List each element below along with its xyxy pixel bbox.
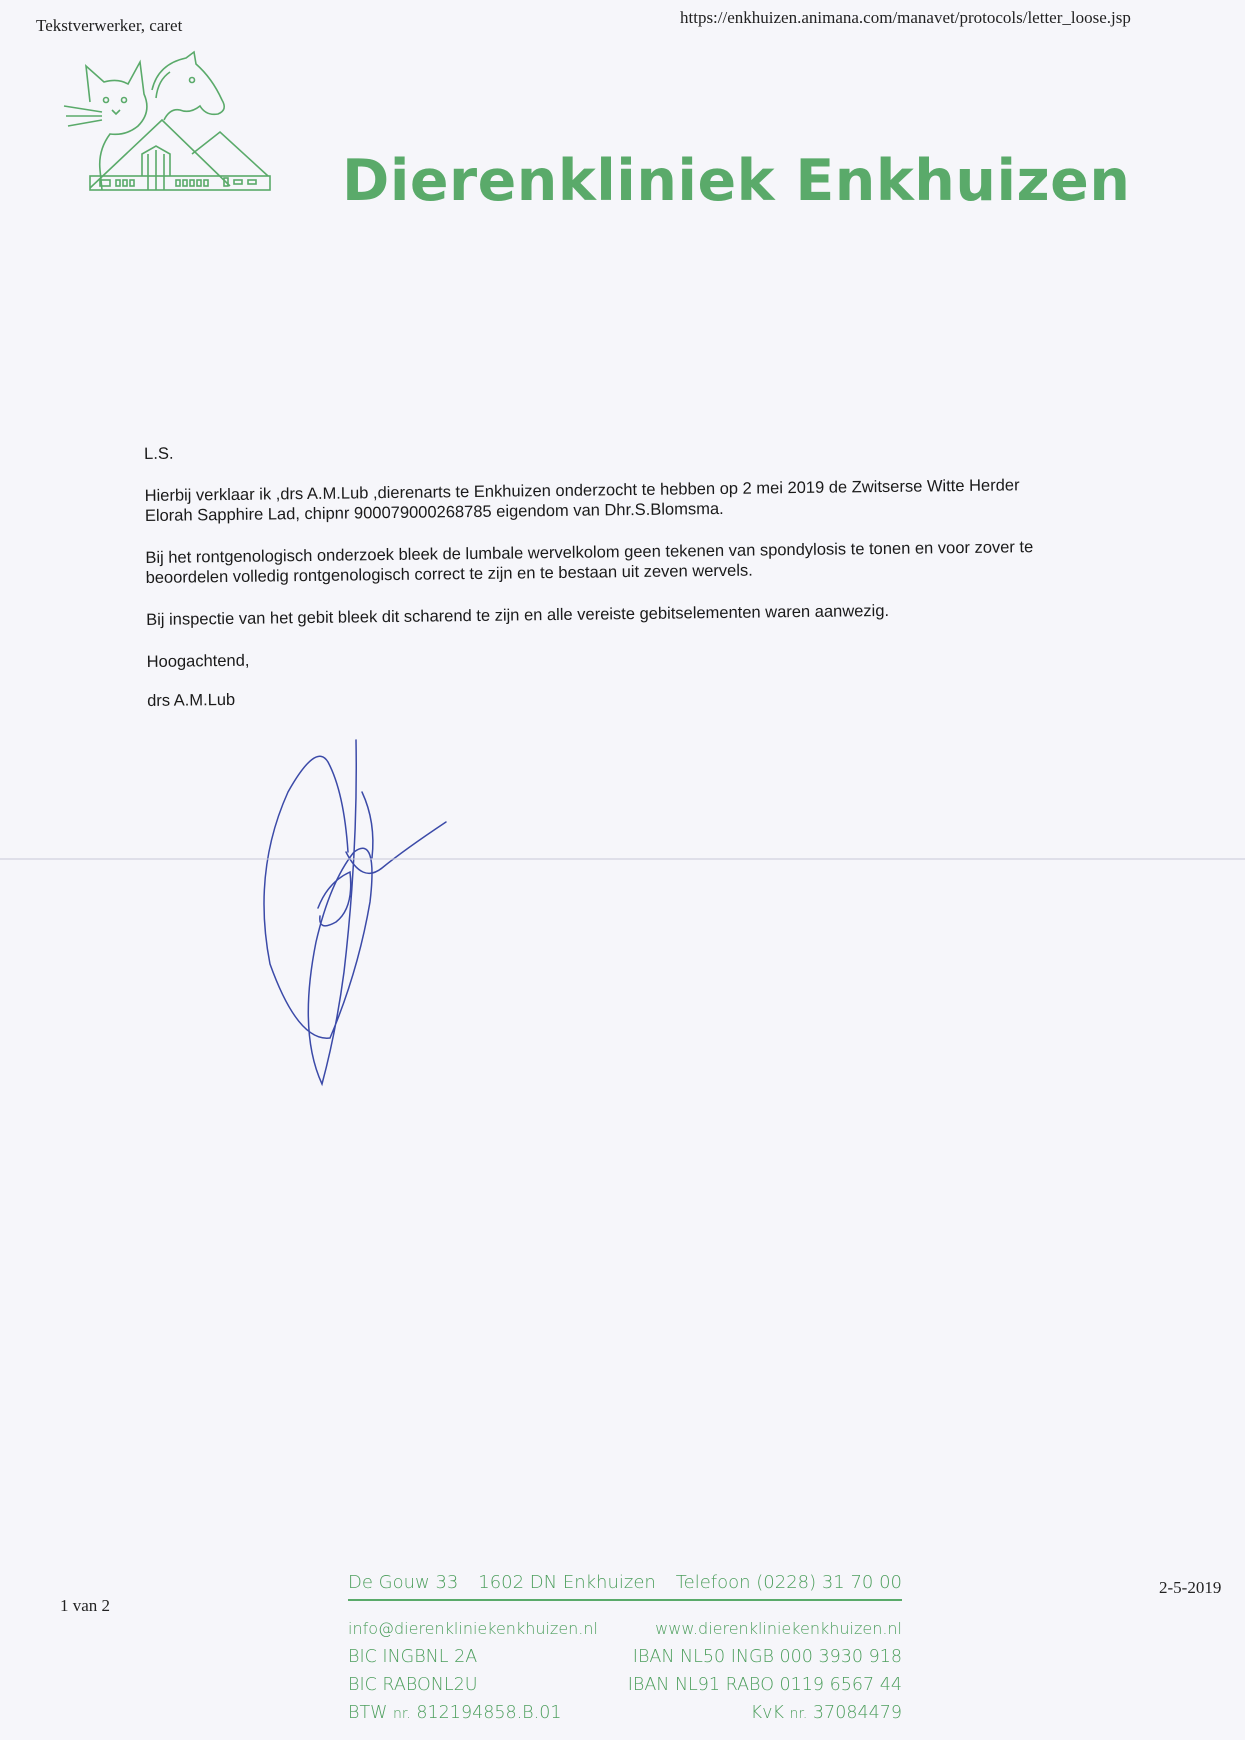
handwritten-signature	[258, 732, 458, 1092]
paragraph-declaration-line2: Elorah Sapphire Lad, chipnr 900079000268785 eigendom van Dhr.S.Blomsma.	[144, 499, 724, 525]
page-count: 1 van 2	[60, 1596, 111, 1615]
closing: Hoogachtend,	[146, 651, 250, 671]
app-title: Tekstverwerker, caret	[36, 16, 183, 35]
paragraph-teeth: Bij inspectie van het gebit bleek dit scharend te zijn en alle vereiste gebitselementen waren aanwezig.	[146, 601, 890, 629]
clinic-logo	[62, 50, 306, 220]
footer-btw: BTW nr. 812194858.B.01	[348, 1703, 562, 1723]
clinic-name: Dierenkliniek Enkhuizen	[342, 148, 1131, 214]
paragraph-declaration-line1: Hierbij verklaar ik ,drs A.M.Lub ,dierenarts te Enkhuizen onderzocht te hebben op 2 mei 2019 de Zwitserse Witte Herder	[144, 476, 1020, 505]
footer-contact	[348, 1615, 902, 1643]
footer-registration	[348, 1699, 902, 1728]
salutation: L.S.	[144, 444, 174, 463]
footer-bic-rabo: BIC RABONL2U	[348, 1675, 478, 1695]
footer-address	[348, 1572, 902, 1601]
footer-bic-ing: BIC INGBNL 2A	[348, 1647, 478, 1667]
paragraph-xray-line2: beoordelen volledig rontgenologisch correct te zijn en te bestaan uit zeven wervels.	[145, 561, 753, 587]
footer-bank-rabo	[348, 1671, 902, 1699]
footer-email: info@dierenkliniekenkhuizen.nl	[348, 1619, 598, 1638]
footer-bank-ing	[348, 1643, 902, 1671]
footer-iban-ing: IBAN NL50 INGB 000 3930 918	[632, 1647, 902, 1667]
paper-fold-line	[0, 858, 1245, 860]
footer-phone: Telefoon (0228) 31 70 00	[675, 1572, 902, 1593]
footer-postcode-city: 1602 DN Enkhuizen	[478, 1572, 656, 1593]
footer-iban-rabo: IBAN NL91 RABO 0119 6567 44	[627, 1675, 902, 1695]
letterhead-footer	[348, 1572, 902, 1728]
footer-kvk: KvK nr. 37084479	[750, 1703, 902, 1723]
page-url: https://enkhuizen.animana.com/manavet/protocols/letter_loose.jsp	[680, 8, 1131, 27]
letter-body	[144, 432, 1167, 711]
paragraph-xray-line1: Bij het rontgenologisch onderzoek bleek de lumbale wervelkolom geen tekenen van spondylosis te tonen en voor zover te	[145, 538, 1034, 567]
signatory-name: drs A.M.Lub	[147, 690, 236, 710]
footer-website: www.dierenkliniekenkhuizen.nl	[655, 1619, 902, 1638]
print-date: 2-5-2019	[1159, 1578, 1222, 1597]
footer-street: De Gouw 33	[348, 1572, 459, 1593]
